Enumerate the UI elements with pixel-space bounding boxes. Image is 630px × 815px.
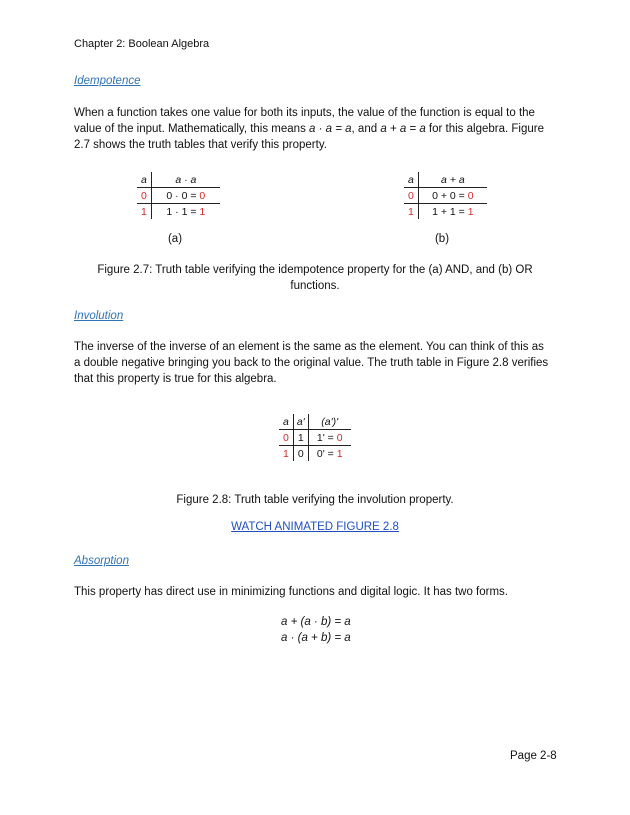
result-value: 0 [336,431,343,444]
caption-line: functions. [290,280,340,292]
table-row [279,446,351,462]
table-header-row [404,172,487,188]
expression-text: 0' = [316,447,337,460]
result-value: 0 [467,189,474,202]
section-heading-absorption[interactable]: Absorption [74,555,129,567]
result-value: 1 [336,447,343,460]
expression-text: 1 · 1 = [166,205,200,218]
column-header: a [137,172,151,188]
figure-caption-2-7 [74,262,556,294]
inverse-cell: 1 [293,430,308,446]
text-run: When a function takes one value for both its inputs, the value of the function is equal to the value of the input. Mathematically, this means [74,107,535,135]
expression-text: 1 + 1 = [432,205,468,218]
involution-paragraph: The inverse of the inverse of an element is the same as the element. You can think of this as a double negative bringing you back to the original value. The truth table in Figure 2.8 verifies that this property is true for this algebra. [74,341,549,385]
table-row [279,430,351,446]
absorption-equation-1: a + (a · b) = a [281,616,351,628]
column-header: a + a [418,172,487,188]
table-row [404,188,487,204]
input-cell: 0 [279,430,293,446]
table-header-row [137,172,220,188]
column-header: a [404,172,418,188]
text-run: for this algebra. Figure 2.7 shows the truth tables that verify this property. [74,123,544,151]
figure-caption-2-8: Figure 2.8: Truth table verifying the involution property. [176,494,454,506]
expression-cell [308,446,351,462]
truth-table-or [404,172,487,219]
watch-animated-figure-link [74,521,556,533]
absorption-equation-2: a · (a + b) = a [281,632,351,644]
watch-link-text[interactable]: WATCH ANIMATED FIGURE 2.8 [231,521,399,533]
input-cell: 1 [141,205,147,218]
input-cell: 1 [283,447,289,460]
column-header: (a')' [308,414,351,430]
section-heading-idempotence[interactable]: Idempotence [74,75,141,87]
column-header: a [279,414,293,430]
expression-cell [151,188,220,204]
expression-cell [151,204,220,220]
result-value: 0 [199,189,206,202]
subfigure-label-a: (a) [167,233,183,245]
expression-cell [418,204,487,220]
table-row [404,204,487,220]
text-run: , and [351,123,381,135]
idempotence-paragraph [74,105,552,153]
page-header: Chapter 2: Boolean Algebra [74,38,210,50]
expression-text: 0 · 0 = [166,189,200,202]
truth-table-involution [279,414,351,461]
input-cell: 0 [137,188,151,204]
table-header-row [279,414,351,430]
column-header: a · a [151,172,220,188]
expression-cell [308,430,351,446]
column-header: a' [293,414,308,430]
expression-cell [418,188,487,204]
absorption-paragraph: This property has direct use in minimizing functions and digital logic. It has two forms. [74,586,508,598]
table-row [137,204,220,220]
equation-inline: a + a = a [380,123,426,135]
subfigure-label-b: (b) [434,233,450,245]
expression-text: 1' = [316,431,337,444]
caption-line: Figure 2.7: Truth table verifying the idempotence property for the (a) AND, and (b) OR [97,264,533,276]
result-value: 1 [199,205,206,218]
inverse-cell: 0 [293,446,308,462]
equation-inline: a · a = a [309,123,352,135]
input-cell: 0 [404,188,418,204]
table-row [137,188,220,204]
section-heading-involution[interactable]: Involution [74,310,124,322]
input-cell: 1 [408,205,414,218]
result-value: 1 [467,205,474,218]
expression-text: 0 + 0 = [432,189,468,202]
truth-table-and [137,172,220,219]
page-number: Page 2-8 [510,750,557,762]
